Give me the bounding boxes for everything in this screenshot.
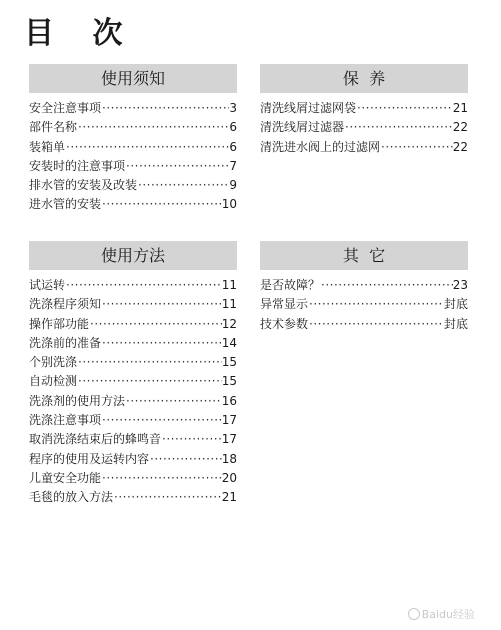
- toc-leader-dots: [356, 99, 453, 118]
- toc-entry: [260, 295, 468, 314]
- toc-leader-dots: [65, 138, 229, 157]
- toc-entry: [29, 157, 237, 176]
- toc-leader-dots: [101, 295, 222, 314]
- toc-leader-dots: [308, 295, 444, 314]
- watermark-text: Baidu经验: [421, 608, 475, 621]
- toc-leader-dots: [137, 176, 229, 195]
- toc-entry-title: 自动检测: [29, 374, 78, 389]
- toc-entry-page: 6: [229, 120, 237, 135]
- toc-entry-page: 11: [221, 297, 237, 312]
- toc-leader-dots: [101, 411, 222, 430]
- toc-entry-title: 排水管的安装及改装: [29, 178, 138, 193]
- section-maintenance: [260, 64, 468, 157]
- toc-leader-dots: [101, 334, 222, 353]
- toc-leader-dots: [344, 118, 453, 137]
- toc-entry-page: 15: [221, 355, 237, 370]
- toc-entry-page: 20: [221, 470, 237, 485]
- toc-entry-page: 21: [221, 490, 237, 505]
- toc-leader-dots: [77, 353, 222, 372]
- toc-leader-dots: [320, 276, 453, 295]
- toc-leader-dots: [77, 372, 222, 391]
- toc-leader-dots: [77, 118, 229, 137]
- toc-entry-page: 18: [221, 451, 237, 466]
- toc-entry-page: 6: [229, 139, 237, 154]
- toc-entry: [29, 488, 237, 507]
- toc-entry-title: 洗涤注意事项: [29, 413, 102, 428]
- toc-entry-title: 安装时的注意事项: [29, 158, 126, 173]
- toc-entry: [29, 469, 237, 488]
- toc-leader-dots: [113, 488, 222, 507]
- toc-entry-title: 个别洗涤: [29, 355, 78, 370]
- section-other: [260, 241, 468, 334]
- toc-entry: [260, 315, 468, 334]
- toc-entry-title: 异常显示: [260, 297, 309, 312]
- toc-entry-page: 封底: [443, 316, 468, 331]
- toc-entry-page: 11: [221, 278, 237, 292]
- toc-entry-title: 试运转: [29, 278, 66, 292]
- toc-entry-page: 15: [221, 374, 237, 389]
- toc-entry-page: 17: [221, 413, 237, 428]
- toc-entry-page: 3: [229, 101, 237, 115]
- toc-entry-page: 16: [221, 393, 237, 408]
- toc-entry-title: 取消洗涤结束后的蜂鸣音: [29, 432, 162, 447]
- toc-entry-title: 清洗进水阀上的过滤网: [260, 139, 381, 154]
- toc-entry: [29, 315, 237, 334]
- toc-entry-page: 22: [452, 139, 468, 154]
- section-header-usage-method: 使用方法: [29, 241, 237, 270]
- toc-entry: [29, 118, 237, 137]
- toc-entry: [29, 430, 237, 449]
- toc-entry-title: 毛毯的放入方法: [29, 490, 114, 505]
- toc-entry: [29, 353, 237, 372]
- toc-leader-dots: [125, 157, 229, 176]
- toc-entry: [260, 276, 468, 295]
- toc-entry-page: 14: [221, 335, 237, 350]
- toc-entry: [29, 195, 237, 214]
- section-usage-method: [29, 241, 237, 508]
- toc-entry: [29, 372, 237, 391]
- toc-list-maintenance: [260, 99, 468, 157]
- section-header-other: 其 它: [260, 241, 468, 270]
- toc-entry-title: 是否故障？: [260, 278, 321, 292]
- toc-entry-title: 洗涤前的准备: [29, 335, 102, 350]
- toc-entry-title: 部件名称: [29, 120, 78, 135]
- toc-leader-dots: [101, 195, 222, 214]
- toc-entry-title: 洗涤剂的使用方法: [29, 393, 126, 408]
- toc-entry: [29, 392, 237, 411]
- toc-entry-page: 12: [221, 316, 237, 331]
- toc-entry-page: 7: [229, 158, 237, 173]
- toc-leader-dots: [101, 99, 229, 118]
- toc-entry: [29, 99, 237, 118]
- toc-entry: [29, 334, 237, 353]
- toc-leader-dots: [65, 276, 222, 295]
- toc-entry-title: 程序的使用及运转内容: [29, 451, 150, 466]
- toc-entry: [29, 411, 237, 430]
- toc-entry: [29, 450, 237, 469]
- toc-leader-dots: [161, 430, 222, 449]
- section-header-usage-notice: 使用须知: [29, 64, 237, 93]
- toc-entry-page: 封底: [443, 297, 468, 312]
- watermark: [408, 606, 475, 622]
- page-title: 目 次: [24, 16, 137, 51]
- toc-entry-page: 9: [229, 178, 237, 193]
- toc-entry-page: 17: [221, 432, 237, 447]
- toc-entry: [29, 295, 237, 314]
- toc-entry-title: 进水管的安装: [29, 197, 102, 212]
- toc-entry-title: 洗涤程序须知: [29, 297, 102, 312]
- toc-entry-title: 装箱单: [29, 139, 66, 154]
- toc-entry: [260, 99, 468, 118]
- toc-leader-dots: [89, 315, 222, 334]
- toc-list-usage-notice: [29, 99, 237, 215]
- toc-entry: [260, 138, 468, 157]
- toc-leader-dots: [380, 138, 453, 157]
- toc-entry-title: 儿童安全功能: [29, 470, 102, 485]
- toc-entry: [29, 176, 237, 195]
- toc-entry-title: 技术参数: [260, 316, 309, 331]
- section-header-maintenance: 保 养: [260, 64, 468, 93]
- toc-leader-dots: [125, 392, 222, 411]
- toc-entry-page: 22: [452, 120, 468, 135]
- toc-list-other: [260, 276, 468, 334]
- toc-list-usage-method: [29, 276, 237, 508]
- toc-entry-page: 10: [221, 197, 237, 212]
- toc-entry: [29, 276, 237, 295]
- toc-entry-title: 安全注意事项: [29, 101, 102, 115]
- paw-logo-icon: [408, 608, 420, 620]
- toc-leader-dots: [149, 450, 222, 469]
- toc-entry-title: 清洗线屑过滤器: [260, 120, 345, 135]
- toc-leader-dots: [308, 315, 444, 334]
- toc-entry-title: 清洗线屑过滤网袋: [260, 101, 357, 115]
- toc-entry: [260, 118, 468, 137]
- section-usage-notice: [29, 64, 237, 215]
- toc-entry: [29, 138, 237, 157]
- toc-entry-page: 23: [452, 278, 468, 292]
- toc-entry-title: 操作部功能: [29, 316, 90, 331]
- toc-leader-dots: [101, 469, 222, 488]
- toc-entry-page: 21: [452, 101, 468, 115]
